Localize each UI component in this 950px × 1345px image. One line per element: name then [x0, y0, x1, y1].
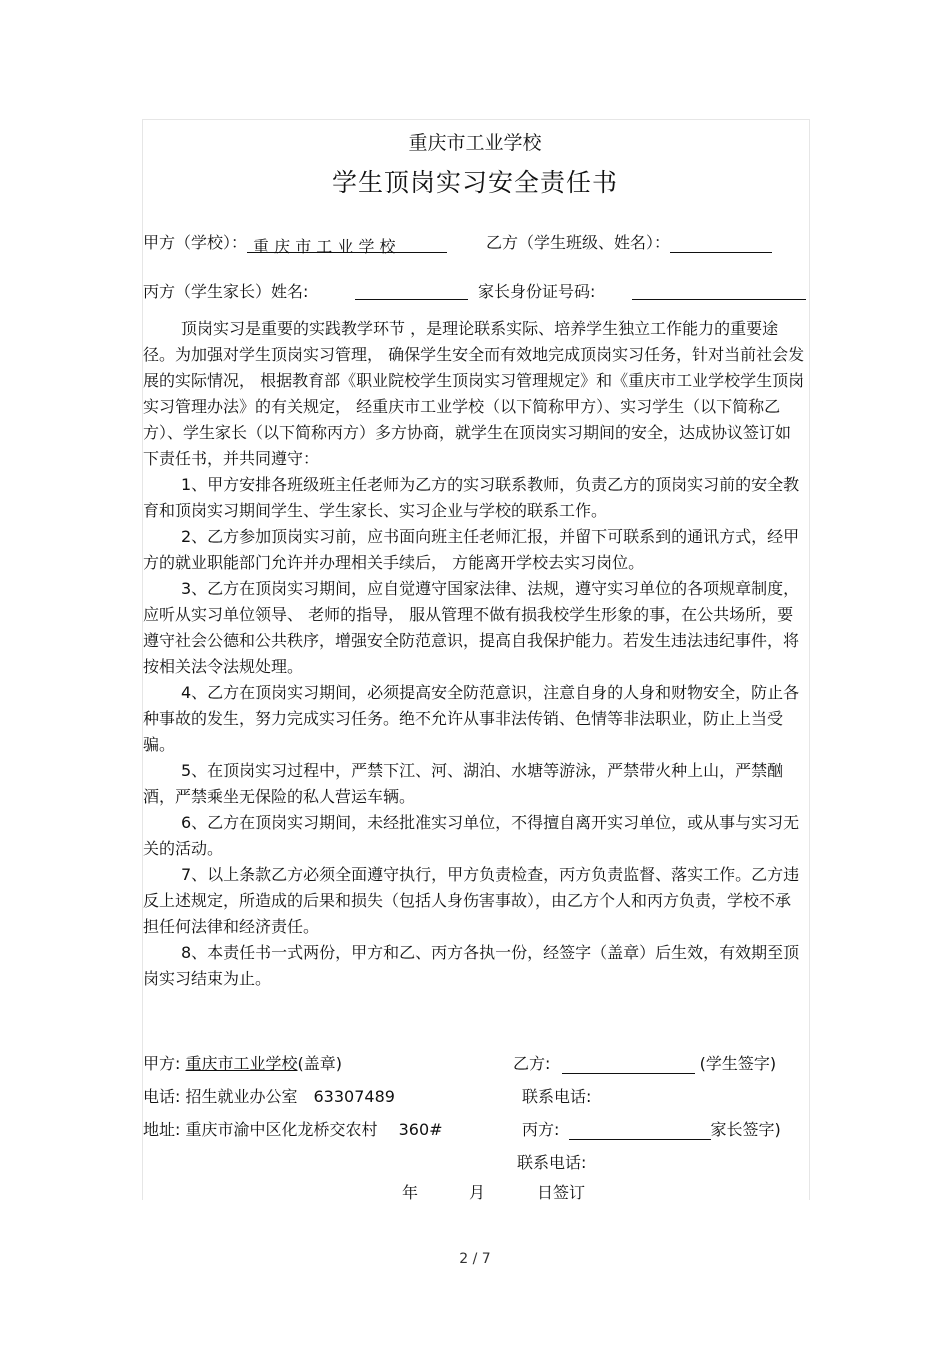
school-name: 重庆市工业学校 — [408, 132, 542, 154]
sign-bing-label: 丙方: — [522, 1120, 560, 1139]
agreement-body — [143, 316, 805, 992]
party-jia-line — [143, 230, 447, 256]
date-month: 月 — [469, 1183, 486, 1202]
party-jia-label: 甲方（学校）： — [143, 233, 248, 252]
sign-yi-note: (学生签字) — [699, 1054, 777, 1073]
party-yi-field[interactable] — [670, 234, 772, 253]
sign-address — [143, 1117, 443, 1140]
sign-jia — [143, 1051, 342, 1074]
clause-4: 4、乙方在顶岗实习期间，必须提高安全防范意识，注意自身的人身和财物安全，防止各种事故的发生，努力完成实习任务。绝不允许从事非法传销、色情等非法职业，防止上当受骗。 — [143, 683, 800, 754]
party-jia-value: 重 庆 市 工 业 学 校 — [253, 237, 396, 256]
date-year: 年 — [402, 1183, 419, 1202]
party-bing-line — [143, 279, 308, 302]
sign-address-label: 地址: — [143, 1120, 181, 1139]
date-day: 日签订 — [537, 1183, 586, 1202]
sign-contact-1: 联系电话: — [522, 1087, 592, 1106]
sign-yi — [513, 1051, 776, 1074]
page-number: 2 / 7 — [459, 1251, 491, 1267]
parent-id-field[interactable] — [632, 281, 806, 300]
sign-bing — [522, 1117, 781, 1140]
clause-6: 6、乙方在顶岗实习期间，未经批准实习单位，不得擅自离开实习单位，或从事与实习无关的活动。 — [143, 813, 800, 858]
sign-jia-name: 重庆市工业学校 — [185, 1054, 298, 1073]
intro-paragraph: 顶岗实习是重要的实践教学环节 ，是理论联系实际、培养学生独立工作能力的重要途径。为加强对学生顶岗实习管理， 确保学生安全而有效地完成顶岗实习任务，针对当前社会发展的实际情况， 根据教育部《职业院校学生顶岗实习管理规定》和《重庆市工业学校学生顶岗实习管理办法》的有关规定， 经重庆市工业学校（以下简称甲方）、实习学生（以下简称乙方）、学生家长（以下简称丙方）多方协商，就学生在顶岗实习期间的安全，达成协议签订如下责任书，并共同遵守： — [143, 319, 805, 468]
parent-id-label: 家长身份证号码: — [478, 282, 596, 301]
party-bing-label: 丙方（学生家长）姓名: — [143, 282, 309, 301]
party-yi-line — [486, 230, 772, 253]
clause-8: 8、本责任书一式两份，甲方和乙、丙方各执一份，经签字（盖章）后生效，有效期至顶岗实习结束为止。 — [143, 943, 800, 988]
sign-yi-field[interactable] — [562, 1055, 695, 1074]
party-jia-field — [247, 234, 447, 256]
sign-phone-value: 招生就业办公室 63307489 — [185, 1087, 395, 1106]
clause-7: 7、以上条款乙方必须全面遵守执行，甲方负责检查，丙方负责监督、落实工作。乙方违反上述规定，所造成的后果和损失（包括人身伤害事故），由乙方个人和丙方负责，学校不承担任何法律和经济责任。 — [143, 865, 800, 936]
sign-phone — [143, 1084, 395, 1107]
sign-yi-label: 乙方: — [513, 1054, 551, 1073]
document-title: 学生顶岗实习安全责任书 — [331, 168, 618, 197]
sign-bing-field[interactable] — [569, 1121, 711, 1140]
clause-5: 5、在顶岗实习过程中，严禁下江、河、湖泊、水塘等游泳，严禁带火种上山，严禁酗酒，严禁乘坐无保险的私人营运车辆。 — [143, 761, 784, 806]
party-bing-field[interactable] — [355, 281, 468, 300]
sign-phone-label: 电话: — [143, 1087, 181, 1106]
clause-2: 2、乙方参加顶岗实习前，应书面向班主任老师汇报，并留下可联系到的通讯方式，经甲方的就业职能部门允许并办理相关手续后， 方能离开学校去实习岗位。 — [143, 527, 800, 572]
sign-address-value: 重庆市渝中区化龙桥交农村 360# — [185, 1120, 443, 1139]
clause-1: 1、甲方安排各班级班主任老师为乙方的实习联系教师，负责乙方的顶岗实习前的安全教育和顶岗实习期间学生、学生家长、实习企业与学校的联系工作。 — [143, 475, 800, 520]
party-bing-field-wrap — [355, 281, 468, 300]
sign-contact-2: 联系电话: — [517, 1153, 587, 1172]
sign-jia-seal: (盖章) — [297, 1054, 343, 1073]
parent-id-field-wrap — [632, 281, 806, 300]
sign-bing-note: 家长签字) — [710, 1120, 781, 1139]
sign-jia-label: 甲方: — [143, 1054, 181, 1073]
clause-3: 3、乙方在顶岗实习期间，应自觉遵守国家法律、法规，遵守实习单位的各项规章制度，应听从实习单位领导、 老师的指导， 服从管理不做有损我校学生形象的事，在公共场所，要遵守社会公德和公共秩序，增强安全防范意识，提高自我保护能力。若发生违法违纪事件，将按相关法令法规处理。 — [143, 579, 800, 676]
party-yi-label: 乙方（学生班级、姓名）： — [486, 233, 671, 252]
